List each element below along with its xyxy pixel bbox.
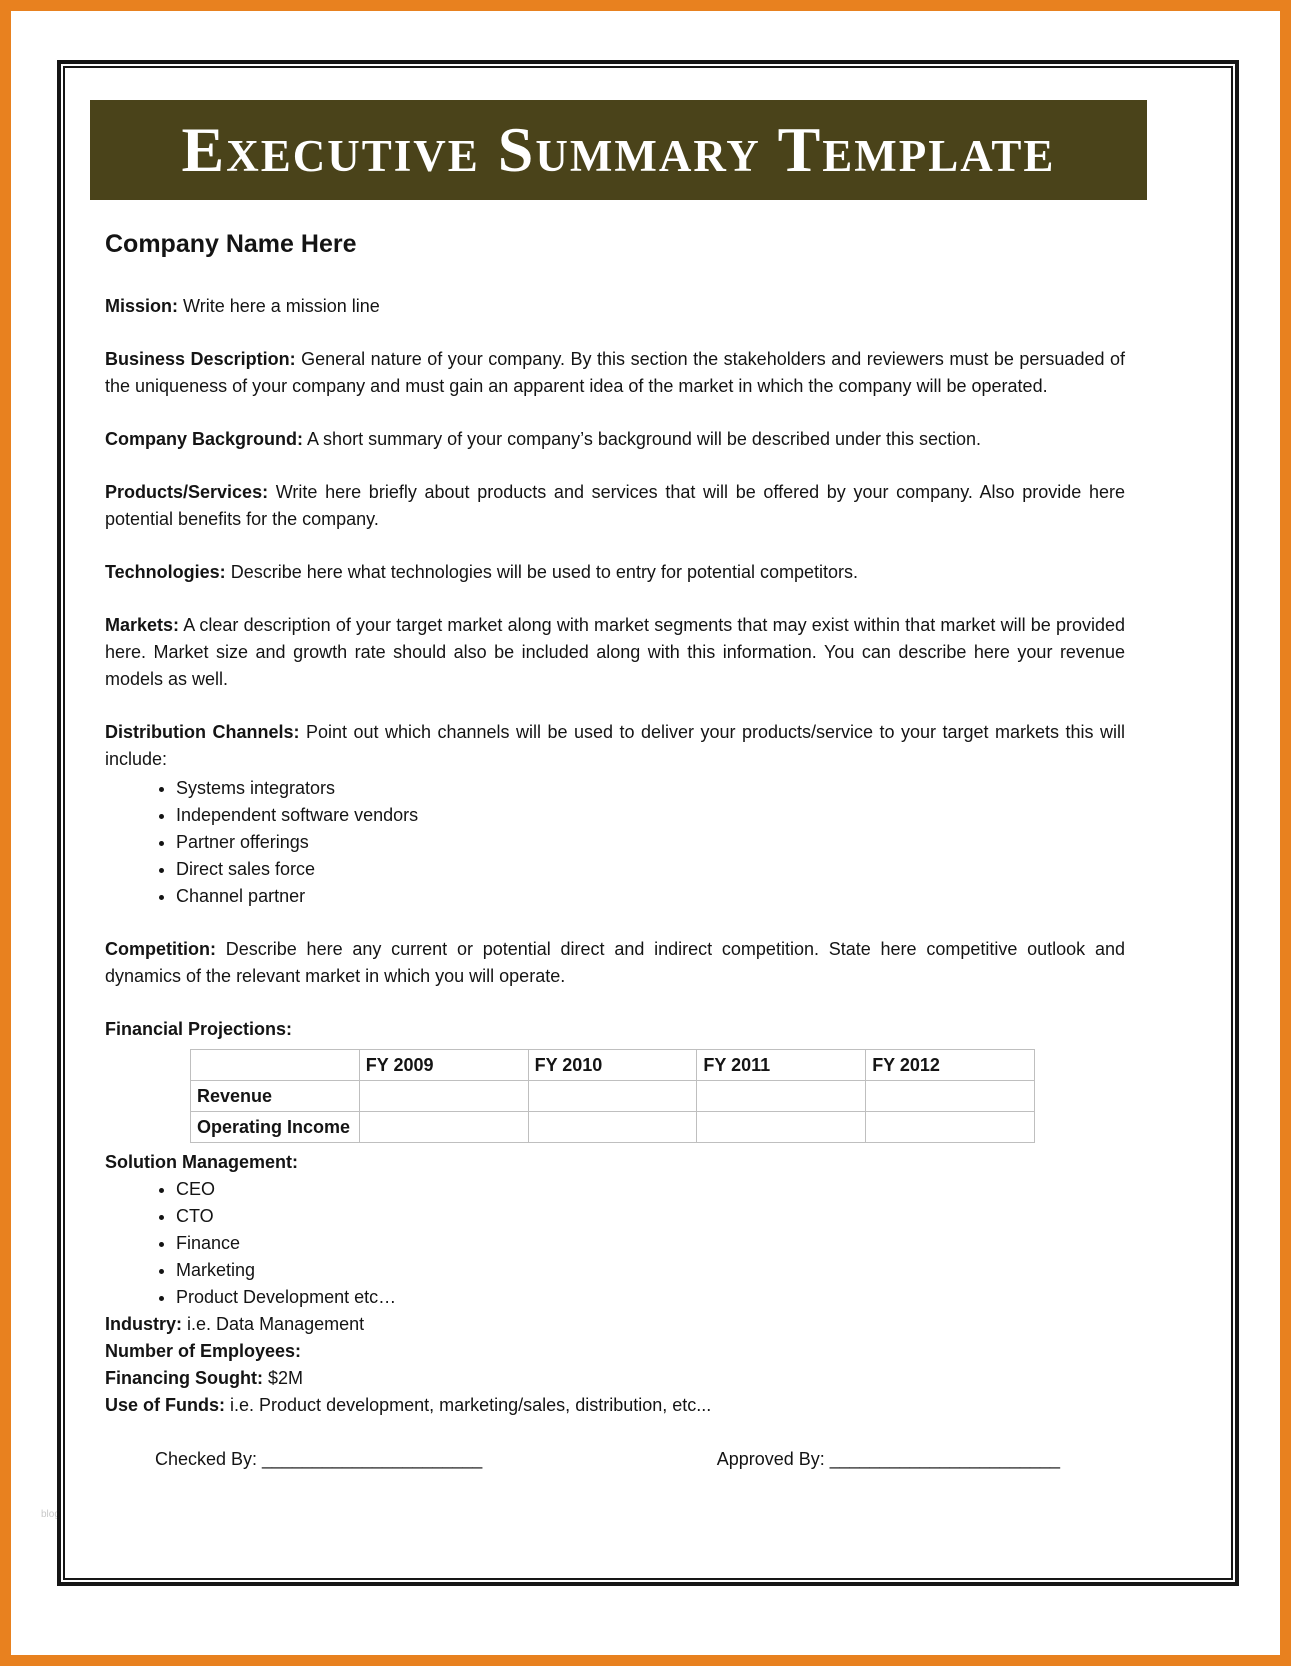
list-item: • Channel partner <box>176 883 1125 910</box>
detail-industry-label: Industry: <box>105 1314 183 1334</box>
row-label-revenue: Revenue <box>191 1081 360 1112</box>
table-header-cell: FY 2009 <box>359 1050 528 1081</box>
section-competition-text: Describe here any current or potential direct and indirect competition. State here competitive outlook and dynamics of the relevant market in which you will operate. <box>105 939 1125 986</box>
section-mission <box>105 293 1125 320</box>
document-title: Executive Summary Template <box>181 114 1056 185</box>
section-markets <box>105 612 1125 693</box>
detail-financing-sought <box>105 1365 1125 1392</box>
detail-use-of-funds-label: Use of Funds: <box>105 1395 225 1415</box>
list-item: • Marketing <box>176 1257 1125 1284</box>
section-technologies-text: Describe here what technologies will be used to entry for potential competitors. <box>230 562 859 582</box>
table-cell <box>528 1081 697 1112</box>
section-products-services <box>105 479 1125 533</box>
list-item: • Systems integrators <box>176 775 1125 802</box>
inner-frame <box>63 66 1233 1580</box>
section-mission-label: Mission: <box>105 296 179 316</box>
list-item: • Partner offerings <box>176 829 1125 856</box>
detail-use-of-funds-text: i.e. Product development, marketing/sales, distribution, etc... <box>230 1395 712 1415</box>
approved-by-line: Approved By: _______________________ <box>716 1449 1060 1469</box>
detail-financing-sought-text: $2M <box>268 1368 304 1388</box>
table-cell <box>866 1081 1035 1112</box>
section-technologies-label: Technologies: <box>105 562 226 582</box>
section-competition-label: Competition: <box>105 939 216 959</box>
table-cell <box>697 1112 866 1143</box>
table-cell <box>528 1112 697 1143</box>
section-company-background-label: Company Background: <box>105 429 304 449</box>
signature-row <box>105 1449 1125 1470</box>
solution-management-heading: Solution Management: <box>105 1152 298 1172</box>
table-cell <box>359 1081 528 1112</box>
watermark: blog <box>41 1509 60 1520</box>
section-company-background <box>105 426 1125 453</box>
table-cell <box>697 1081 866 1112</box>
section-distribution-channels-text: Point out which channels will be used to deliver your products/service to your target markets this will include: <box>105 722 1125 769</box>
table-row <box>191 1112 1035 1143</box>
table-header-cell: FY 2011 <box>697 1050 866 1081</box>
detail-industry-text: i.e. Data Management <box>187 1314 365 1334</box>
detail-use-of-funds <box>105 1392 1125 1419</box>
section-mission-text: Write here a mission line <box>183 296 380 316</box>
section-company-background-text: A short summary of your company’s background will be described under this section. <box>307 429 982 449</box>
table-header-cell <box>191 1050 360 1081</box>
table-header-row <box>191 1050 1035 1081</box>
section-business-description-label: Business Description: <box>105 349 296 369</box>
detail-industry <box>105 1311 1125 1338</box>
solution-management-list <box>157 1176 1125 1311</box>
list-item: • Independent software vendors <box>176 802 1125 829</box>
section-products-services-label: Products/Services: <box>105 482 269 502</box>
distribution-channels-list <box>157 775 1125 910</box>
outer-frame <box>57 60 1239 1586</box>
detail-number-of-employees <box>105 1338 1125 1365</box>
row-label-operating-income: Operating Income <box>191 1112 360 1143</box>
section-distribution-channels <box>105 719 1125 773</box>
section-markets-label: Markets: <box>105 615 180 635</box>
table-cell <box>866 1112 1035 1143</box>
detail-number-of-employees-label: Number of Employees: <box>105 1341 302 1361</box>
table-cell <box>359 1112 528 1143</box>
section-competition <box>105 936 1125 990</box>
list-item: • Finance <box>176 1230 1125 1257</box>
section-business-description-text: General nature of your company. By this section the stakeholders and reviewers must be persuaded of the uniqueness of your company and must gain an apparent idea of the market in which the company will be operated. <box>105 349 1126 396</box>
company-name-heading: Company Name Here <box>105 230 357 258</box>
section-products-services-text: Write here briefly about products and services that will be offered by your company. Also provide here potential benefits for the company. <box>105 482 1125 529</box>
table-header-cell: FY 2012 <box>866 1050 1035 1081</box>
section-markets-text: A clear description of your target market along with market segments that may exist within that market will be provided here. Market size and growth rate should also be included along with this information. You can describe here your revenue models as well. <box>105 615 1125 689</box>
detail-financing-sought-label: Financing Sought: <box>105 1368 263 1388</box>
section-business-description <box>105 346 1125 400</box>
checked-by-line: Checked By: ______________________ <box>155 1449 483 1469</box>
title-banner <box>90 100 1147 200</box>
financial-projections-table <box>190 1049 1035 1143</box>
list-item: • Product Development etc… <box>176 1284 1125 1311</box>
list-item: • Direct sales force <box>176 856 1125 883</box>
table-header-cell: FY 2010 <box>528 1050 697 1081</box>
list-item: • CTO <box>176 1203 1125 1230</box>
section-technologies <box>105 559 1125 586</box>
list-item: • CEO <box>176 1176 1125 1203</box>
table-row <box>191 1081 1035 1112</box>
financial-projections-heading: Financial Projections: <box>105 1019 293 1039</box>
section-distribution-channels-label: Distribution Channels: <box>105 722 300 742</box>
